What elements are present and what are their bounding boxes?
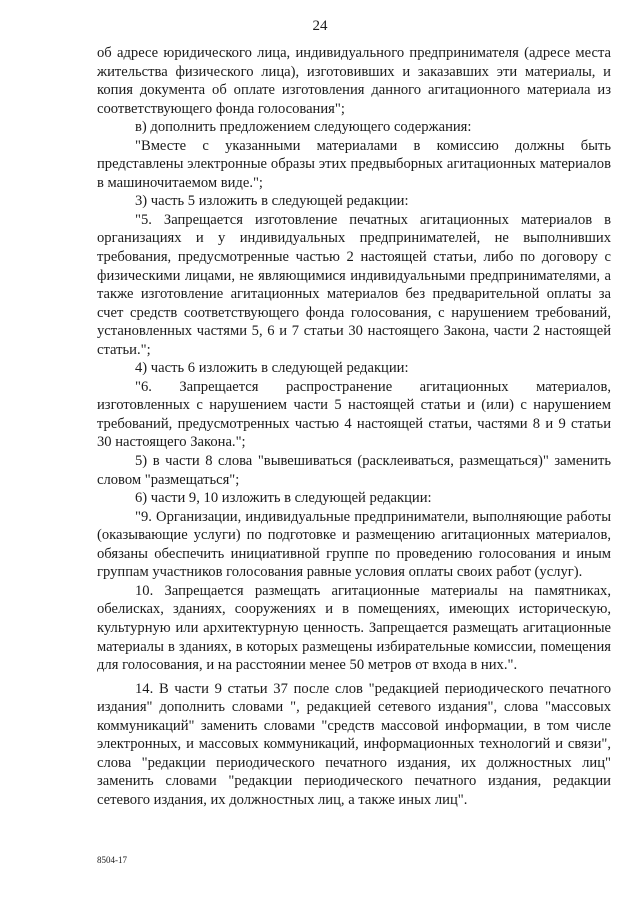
paragraph-electronic-images: "Вместе с указанными материалами в комиссию должны быть представлены электронные образы этих предвыборных агитационных материалов в машиночитаемом виде."; [97, 137, 611, 191]
paragraph-item-6: 6) части 9, 10 изложить в следующей редакции: [135, 490, 432, 507]
document-body [97, 44, 611, 809]
paragraph-address-continuation: об адресе юридического лица, индивидуального предпринимателя (адресе места жительства физического лица), изготовивших и заказавших эти материалы, и копия документа об оплате изготовления данного агитационного материала из соответствующего фонда голосования"; [97, 45, 611, 117]
paragraph-part-9-text: "9. Организации, индивидуальные предприниматели, выполняющие работы (оказывающие услуги) по подготовке и размещению агитационных материалов, обязаны обеспечить инициативной группе по проведению голосования и иным группам участников голосования равные условия оплаты своих работ (услуг). [97, 508, 611, 581]
paragraph-part-6-text: "6. Запрещается распространение агитационных материалов, изготовленных с нарушением части 5 настоящей статьи и (или) с нарушением требований, предусмотренных частью 4 настоящей статьи, частями 8 и 9 статьи 30 настоящего Закона."; [97, 378, 611, 451]
document-code: 8504-17 [97, 855, 127, 865]
paragraph-part-10-text: 10. Запрещается размещать агитационные материалы на памятниках, обелисках, зданиях, сооружениях и в помещениях, имеющих историческую, культурную или архитектурную ценность. Запрещается размещать агитационные материалы в зданиях, в которых размещены избирательные комиссии, помещения для голосования, и на расстоянии менее 50 метров от входа в них.". [97, 582, 611, 674]
paragraph-subitem-v: в) дополнить предложением следующего содержания: [135, 119, 472, 136]
paragraph-item-4: 4) часть 6 изложить в следующей редакции: [135, 360, 409, 377]
page-number: 24 [312, 18, 328, 34]
paragraph-part-5-text: "5. Запрещается изготовление печатных агитационных материалов в организациях и у индивидуальных предпринимателей, не выполнивших требования, предусмотренные частью 2 настоящей статьи, либо по договору с физическими лицами, не являющимися индивидуальными предпринимателями, а также изготовление агитационных материалов без предварительной оплаты за счет средств соответствующего фонда голосования, с нарушением требований, установленных частями 5, 6 и 7 статьи 30 настоящего Закона, части 2 настоящей статьи."; [97, 211, 611, 358]
paragraph-item-5: 5) в части 8 слова "вывешиваться (расклеиваться, размещаться)" заменить словом "размещаться"; [97, 453, 611, 488]
paragraph-item-14: 14. В части 9 статьи 37 после слов "редакцией периодического печатного издания" дополнить словами ", редакцией сетевого издания", слова "массовых коммуникаций" заменить словами "средств массовой информации, в том числе электронных, и массовых коммуникаций, информационных технологий и связи", слова "редакции периодического печатного издания, их должностных лиц" заменить словами "редакции периодического печатного издания, редакции сетевого издания, их должностных лиц, а также иных лиц". [97, 680, 611, 808]
paragraph-item-3: 3) часть 5 изложить в следующей редакции: [135, 193, 409, 210]
